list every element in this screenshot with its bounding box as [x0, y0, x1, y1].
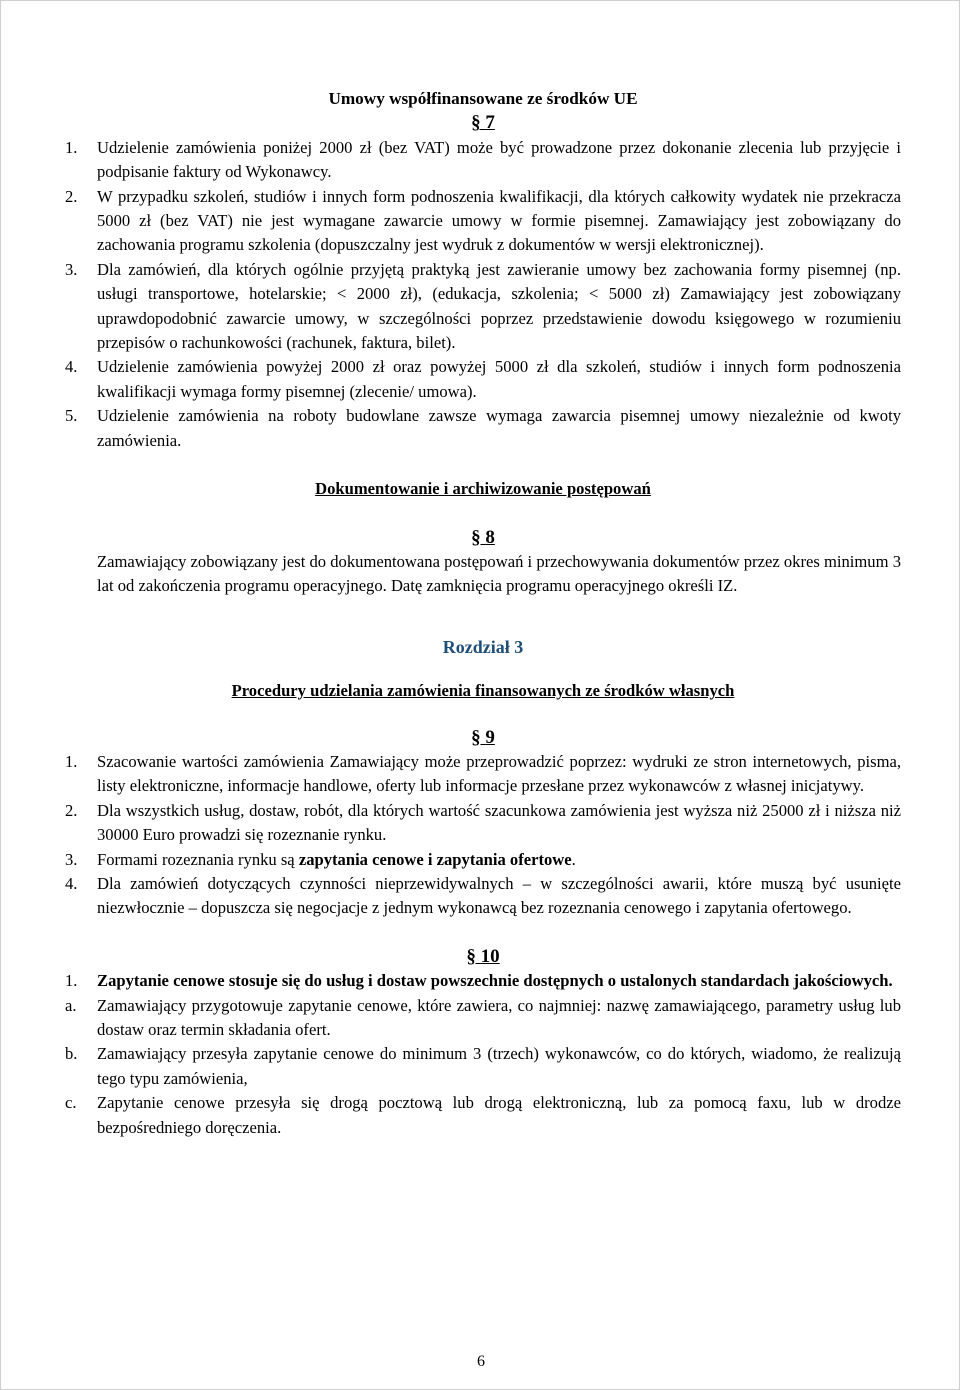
item-text: Dla zamówień dotyczących czynności nieprzewidywalnych – w szczególności awarii, które muszą być usunięte niezwłocznie – dopuszcza się negocjacje z jednym wykonawcą bez rozeznania cenowego i zapytania ofertowego.	[97, 873, 901, 918]
list-item	[65, 872, 901, 921]
item-text: Udzielenie zamówienia powyżej 2000 zł oraz powyżej 5000 zł dla szkoleń, studiów i innych form podnoszenia kwalifikacji wymaga formy pisemnej (zlecenie/ umowa).	[97, 357, 901, 401]
list-item	[65, 185, 901, 258]
item-text: W przypadku szkoleń, studiów i innych form podnoszenia kwalifikacji, dla których całkowity wydatek nie przekracza 5000 zł (bez VAT) nie jest wymagane zawarcie umowy w formie pisemnej. Zamawiający jest zobowiązany do zachowania programu szkolenia (dopuszczalny jest wydruk z dokumentów w wersji elektronicznej).	[97, 186, 901, 255]
paragraph-text: Zamawiający zobowiązany jest do dokumentowana postępowań i przechowywania dokumentów przez okres minimum 3 lat od zakończenia programu operacyjnego. Datę zamknięcia programu operacyjnego określi IZ.	[97, 551, 901, 596]
section-title: Umowy współfinansowane ze środków UE	[328, 89, 638, 108]
item-number: 3.	[65, 849, 78, 869]
list-item	[65, 750, 901, 799]
item-number: 4.	[65, 873, 78, 893]
paragraph-mark-10: § 10	[466, 945, 500, 967]
item-text: Szacowanie wartości zamówienia Zamawiający może przeprowadzić poprzez: wydruki ze stron internetowych, pisma, listy elektroniczne, informacje handlowe, oferty lub informacje przesłane przez wykonawców z własnej inicjatywy.	[97, 751, 901, 796]
item-number: 3.	[65, 259, 78, 279]
item-text: Udzielenie zamówienia na roboty budowlane zawsze wymaga zawarcia pisemnej umowy niezależnie od kwoty zamówienia.	[97, 406, 901, 450]
item-text: Zamawiający przygotowuje zapytanie cenowe, które zawiera, co najmniej: nazwę zamawiającego, parametry usług lub dostaw oraz termin składania ofert.	[97, 995, 901, 1039]
list-item	[65, 136, 901, 185]
paragraph-number: 10	[480, 945, 500, 967]
list-item	[65, 848, 901, 872]
heading-procedures: Procedury udzielania zamówienia finansowanych ze środków własnych	[231, 681, 735, 701]
item-text: Dla zamówień, dla których ogólnie przyjętą praktyką jest zawieranie umowy bez zachowania formy pisemnej (np. usługi transportowe, hotelarskie; < 2000 zł), (edukacja, szkolenia; < 5000 zł) Zamawiający jest zobowiązany uprawdopodobnić zawarcie umowy, w szczególności poprzez przedstawienie dowodu księgowego w rozumieniu przepisów o rachunkowości (rachunek, faktura, bilet).	[97, 259, 901, 353]
item-number: 1.	[65, 971, 78, 991]
item-text: Dla wszystkich usług, dostaw, robót, dla których wartość szacunkowa zamówienia jest wyższa niż 25000 zł i niższa niż 30000 Euro prowadzi się rozeznanie rynku.	[97, 800, 901, 845]
list-item	[65, 1091, 901, 1140]
paragraph-number: 9	[485, 726, 495, 748]
paragraph-number: 8	[485, 526, 495, 548]
document-body	[65, 87, 901, 1140]
item-text: Formami rozeznania rynku są	[97, 849, 299, 869]
chapter-title: Rozdział 3	[442, 636, 524, 657]
list-s9	[65, 750, 901, 921]
item-text: Zapytanie cenowe stosuje się do usług i dostaw powszechnie dostępnych o ustalonych standardach jakościowych.	[97, 971, 893, 991]
list-item	[65, 799, 901, 848]
item-letter: c.	[65, 1093, 77, 1113]
page-number: 6	[477, 1353, 485, 1370]
item-number: 5.	[65, 406, 78, 426]
item-text: Zamawiający przesyła zapytanie cenowe do minimum 3 (trzech) wykonawców, co do których, wiadomo, że realizują tego typu zamówienia,	[97, 1044, 901, 1088]
paragraph-mark-7: § 7	[471, 112, 495, 134]
paragraph-mark-8: § 8	[471, 526, 495, 548]
item-letter: b.	[65, 1044, 78, 1064]
item-number: 2.	[65, 800, 78, 820]
item-number: 4.	[65, 357, 78, 377]
item-text: Zapytanie cenowe przesyła się drogą pocztową lub drogą elektroniczną, lub za pomocą faxu, lub w drodze bezpośredniego doręczenia.	[97, 1093, 901, 1137]
paragraph-mark-9: § 9	[471, 726, 495, 748]
list-item-intro	[65, 969, 901, 993]
list-item	[65, 404, 901, 453]
item-text-end: .	[571, 849, 576, 869]
item-number: 1.	[65, 751, 78, 771]
list-item	[65, 355, 901, 404]
list-item	[65, 258, 901, 356]
item-text: Udzielenie zamówienia poniżej 2000 zł (bez VAT) może być prowadzone przez dokonanie zlecenia lub przyjęcie i podpisanie faktury od Wykonawcy.	[97, 137, 901, 182]
item-letter: a.	[65, 995, 77, 1015]
heading-documentation: Dokumentowanie i archiwizowanie postępowań	[315, 479, 651, 499]
list-s10	[65, 969, 901, 1140]
item-number: 1.	[65, 137, 78, 157]
list-item	[65, 1042, 901, 1091]
list-s7	[65, 136, 901, 453]
item-text-bold: zapytania cenowe i zapytania ofertowe	[298, 849, 572, 869]
list-item	[65, 994, 901, 1043]
item-number: 2.	[65, 186, 78, 206]
paragraph-number: 7	[485, 112, 495, 134]
